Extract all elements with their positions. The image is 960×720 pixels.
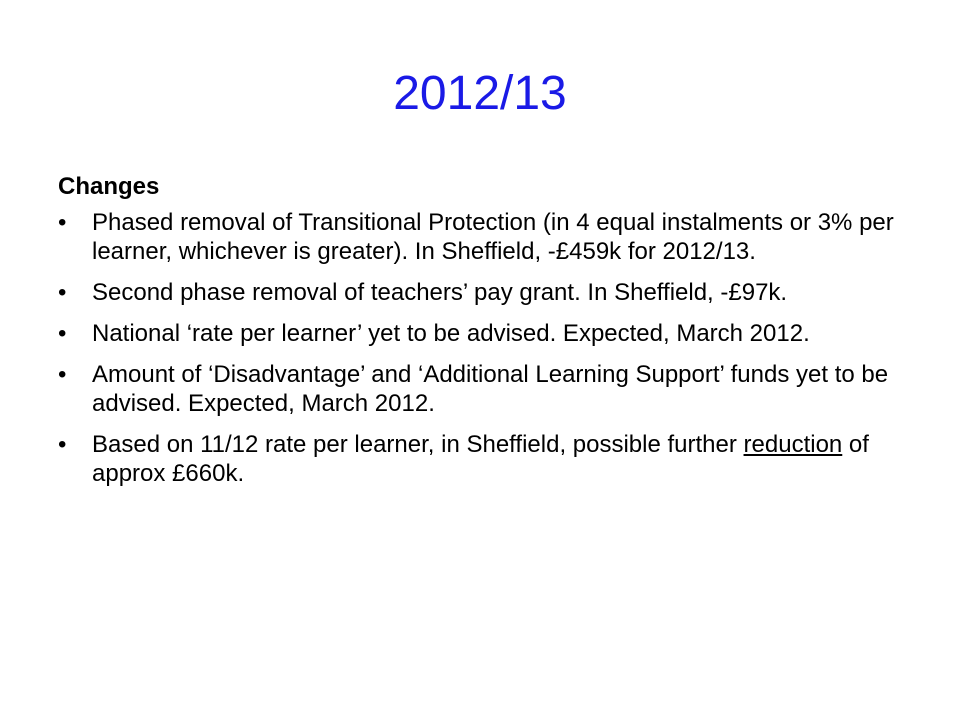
list-item xyxy=(58,430,918,488)
underlined-word: reduction xyxy=(743,431,843,458)
list-item xyxy=(58,360,918,418)
bullet-text: Second phase removal of teachers’ pay grant. In Sheffield, -£97k. xyxy=(92,279,788,306)
list-item xyxy=(58,319,918,348)
list-item xyxy=(58,208,918,266)
bullet-icon: • xyxy=(58,431,67,458)
bullet-text: Phased removal of Transitional Protection (in 4 equal instalments or 3% per learner, whichever is greater). In Sheffield, -£459k for 2012/13. xyxy=(92,209,894,265)
bullet-icon: • xyxy=(58,279,67,306)
bullet-icon: • xyxy=(58,320,67,347)
section-heading: Changes xyxy=(58,173,160,200)
bullet-text: Amount of ‘Disadvantage’ and ‘Additional Learning Support’ funds yet to be advised. Expected, March 2012. xyxy=(92,361,889,417)
bullet-text: National ‘rate per learner’ yet to be advised. Expected, March 2012. xyxy=(92,320,810,347)
slide-title: 2012/13 xyxy=(393,67,567,120)
bullet-icon: • xyxy=(58,361,67,388)
bullet-text-before: Based on 11/12 rate per learner, in Sheffield, possible further xyxy=(92,431,744,458)
bullet-icon: • xyxy=(58,209,67,236)
bullet-list xyxy=(58,208,918,488)
bullet-text-after: of approx £660k. xyxy=(92,431,869,487)
slide-content xyxy=(58,172,918,500)
list-item xyxy=(58,278,918,307)
bullet-text xyxy=(92,431,869,487)
